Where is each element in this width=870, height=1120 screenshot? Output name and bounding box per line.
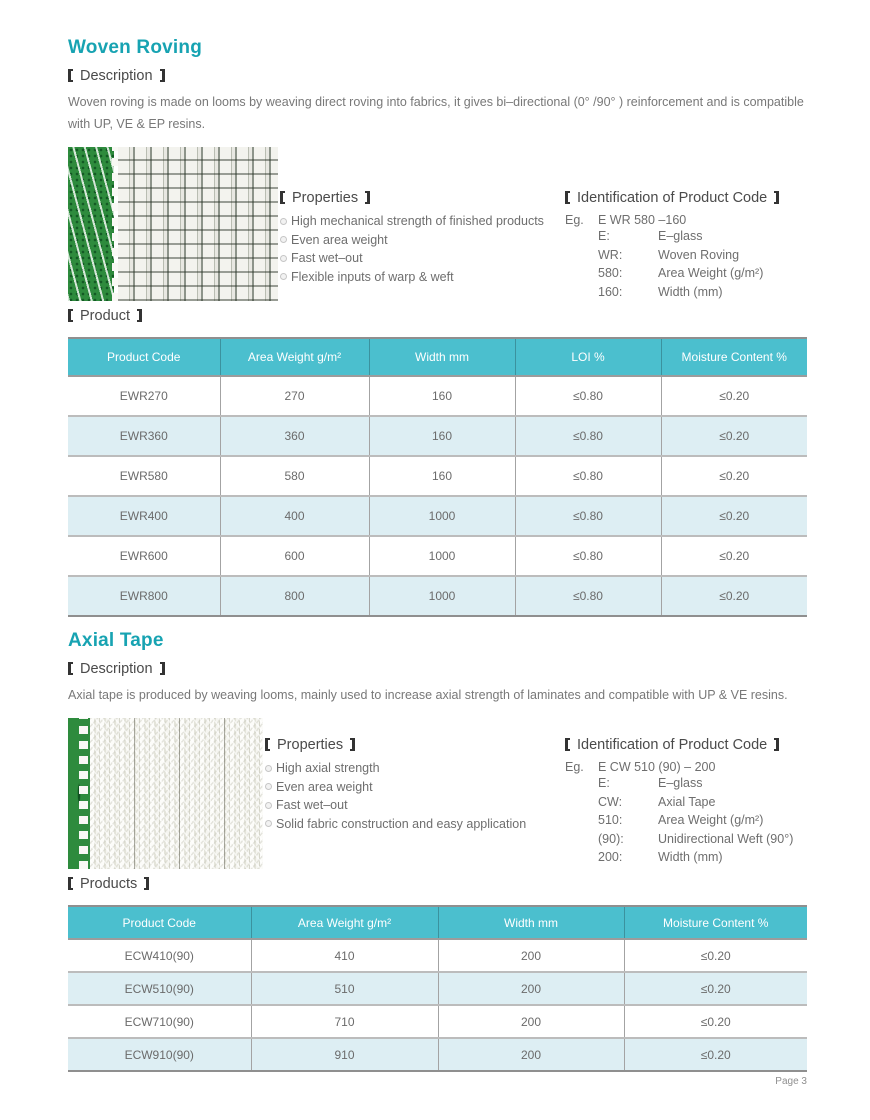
section-title-woven-roving: Woven Roving xyxy=(68,37,202,58)
entry-value: Width (mm) xyxy=(658,850,723,864)
products-header xyxy=(68,876,807,892)
table-cell: EWR400 xyxy=(68,496,220,536)
weave-pattern xyxy=(118,147,278,301)
bracket-left-icon xyxy=(68,662,73,675)
entry-value: Unidirectional Weft (90°) xyxy=(658,831,794,846)
entry-value: Axial Tape xyxy=(658,794,716,809)
table-cell: EWR600 xyxy=(68,536,220,576)
entry-label: 160: xyxy=(598,284,623,299)
description-header-label: Description xyxy=(80,68,153,84)
table-cell: ≤0.80 xyxy=(515,496,661,536)
entry-label: 510: xyxy=(598,813,623,827)
example-label: Eg. xyxy=(565,213,584,227)
properties-header xyxy=(265,737,565,753)
entry-label: E: xyxy=(598,776,610,790)
bracket-right-icon xyxy=(144,877,149,890)
table-cell: ECW710(90) xyxy=(68,1005,251,1038)
entry-value: Woven Roving xyxy=(658,247,740,262)
property-item-label: Solid fabric construction and easy application xyxy=(276,816,527,831)
identification-block xyxy=(565,718,807,869)
table-cell: ≤0.20 xyxy=(624,1038,807,1071)
example-line xyxy=(565,213,807,227)
table-cell: ≤0.20 xyxy=(661,416,807,456)
table-cell: ≤0.20 xyxy=(661,576,807,616)
table-cell: 160 xyxy=(369,416,515,456)
description-header xyxy=(68,661,807,677)
table-row xyxy=(68,416,807,456)
section-title-axial-tape: Axial Tape xyxy=(68,630,164,651)
table-cell: ≤0.80 xyxy=(515,576,661,616)
table-cell: 710 xyxy=(251,1005,438,1038)
bracket-right-icon xyxy=(365,191,370,204)
ring-bullet-icon xyxy=(280,273,287,280)
identification-entry xyxy=(598,264,807,283)
bracket-left-icon xyxy=(280,191,285,204)
table-row xyxy=(68,1005,807,1038)
property-item xyxy=(265,815,565,834)
table-cell: 160 xyxy=(369,376,515,416)
fringe-threads xyxy=(79,718,88,869)
entry-value: Area Weight (g/m²) xyxy=(658,813,764,827)
ring-bullet-icon xyxy=(265,765,272,772)
table-cell: EWR800 xyxy=(68,576,220,616)
axial-tape-photo xyxy=(68,718,263,869)
table-cell: 600 xyxy=(220,536,369,576)
entry-label: CW: xyxy=(598,794,623,809)
table-cell: ≤0.20 xyxy=(661,496,807,536)
table-row xyxy=(68,972,807,1005)
identification-entry xyxy=(598,227,807,246)
example-label: Eg. xyxy=(565,760,584,774)
axial-tape-table xyxy=(68,905,807,1072)
table-cell: ECW510(90) xyxy=(68,972,251,1005)
table-cell: EWR360 xyxy=(68,416,220,456)
table-cell: ECW410(90) xyxy=(124,948,194,963)
products-header-label: Products xyxy=(80,876,138,892)
property-item-label: Even area weight xyxy=(276,779,373,794)
fringe-threads xyxy=(112,147,118,301)
identification-header-label: Identification of Product Code xyxy=(577,190,768,206)
table-cell: ≤0.80 xyxy=(515,456,661,496)
table-cell: ≤0.80 xyxy=(515,536,661,576)
identification-entry xyxy=(598,848,807,867)
table-row xyxy=(68,456,807,496)
identification-entries xyxy=(598,774,807,867)
page-content xyxy=(68,0,807,1072)
bracket-left-icon xyxy=(265,738,270,751)
property-item-label: High mechanical strength of finished products xyxy=(291,214,544,228)
entry-label: 200: xyxy=(598,850,623,864)
property-item-label: Even area weight xyxy=(291,232,388,247)
table-row xyxy=(68,576,807,616)
identification-entry xyxy=(598,774,807,793)
properties-list xyxy=(280,212,565,286)
identification-header xyxy=(565,190,807,206)
table-cell: 580 xyxy=(220,456,369,496)
bracket-right-icon xyxy=(160,662,165,675)
description-text: Axial tape is produced by weaving looms, mainly used to increase axial strength of laminates and compatible with UP & VE resins. xyxy=(68,688,788,702)
table-cell: 910 xyxy=(251,1038,438,1071)
ring-bullet-icon xyxy=(280,236,287,243)
properties-header xyxy=(280,190,565,206)
table-row xyxy=(68,496,807,536)
properties-header-label: Properties xyxy=(277,737,344,753)
property-item xyxy=(280,212,565,231)
property-item xyxy=(265,778,565,797)
entry-label: 580: xyxy=(598,266,623,280)
product-header-label: Product xyxy=(80,308,130,324)
section-woven-roving xyxy=(68,37,807,617)
entry-value: E–glass xyxy=(658,229,703,243)
property-item xyxy=(280,231,565,250)
table-row xyxy=(68,536,807,576)
identification-entry xyxy=(598,811,807,830)
table-cell: 1000 xyxy=(369,576,515,616)
property-item xyxy=(265,759,565,778)
table-cell: 1000 xyxy=(369,536,515,576)
woven-roving-table xyxy=(68,337,807,617)
identification-entry xyxy=(598,246,807,265)
properties-list xyxy=(265,759,565,833)
bracket-left-icon xyxy=(68,309,73,322)
bracket-right-icon xyxy=(160,69,165,82)
column-header: Width mm xyxy=(369,338,515,376)
table-cell: ≤0.20 xyxy=(624,972,807,1005)
table-cell: 200 xyxy=(438,972,624,1005)
ring-bullet-icon xyxy=(280,218,287,225)
property-item-label: Flexible inputs of warp & weft xyxy=(291,269,454,284)
table-row xyxy=(68,939,807,972)
table-cell: 270 xyxy=(220,376,369,416)
table-row xyxy=(68,376,807,416)
identification-entry xyxy=(598,830,807,849)
column-header: Moisture Content % xyxy=(661,338,807,376)
identification-entries xyxy=(598,227,807,301)
table-header-row xyxy=(68,906,807,939)
table-cell: 410 xyxy=(251,939,438,972)
bracket-right-icon xyxy=(137,309,142,322)
ring-bullet-icon xyxy=(265,783,272,790)
entry-label: WR: xyxy=(598,247,623,262)
table-cell: 510 xyxy=(251,972,438,1005)
table-cell: ≤0.80 xyxy=(515,376,661,416)
table-cell: 1000 xyxy=(369,496,515,536)
table-cell: 200 xyxy=(438,939,624,972)
entry-label: E: xyxy=(598,229,610,243)
identification-entry xyxy=(598,283,807,302)
column-header: Product Code xyxy=(68,906,251,939)
woven-roving-media-row xyxy=(68,147,807,301)
bracket-right-icon xyxy=(350,738,355,751)
table-cell: 200 xyxy=(438,1038,624,1071)
property-item-label: Fast wet–out xyxy=(276,798,348,812)
column-header: Product Code xyxy=(68,338,220,376)
table-cell: ≤0.20 xyxy=(661,536,807,576)
bracket-left-icon xyxy=(68,877,73,890)
identification-header-label: Identification of Product Code xyxy=(577,737,768,753)
ring-bullet-icon xyxy=(265,820,272,827)
column-header: Area Weight g/m² xyxy=(220,338,369,376)
properties-block xyxy=(263,718,565,869)
table-cell: ≤0.80 xyxy=(515,416,661,456)
example-code: E WR 580 –160 xyxy=(598,213,687,227)
identification-header xyxy=(565,737,807,753)
table-row xyxy=(68,1038,807,1071)
entry-label: (90): xyxy=(598,831,624,846)
column-header: Width mm xyxy=(438,906,624,939)
table-cell: 800 xyxy=(220,576,369,616)
bracket-left-icon xyxy=(565,738,570,751)
section-axial-tape xyxy=(68,630,807,1072)
table-cell: ≤0.20 xyxy=(661,456,807,496)
property-item-label: Fast wet–out xyxy=(291,251,363,265)
page-number: Page 3 xyxy=(775,1076,807,1087)
table-cell: 200 xyxy=(438,1005,624,1038)
entry-value: E–glass xyxy=(658,776,703,790)
property-item xyxy=(280,249,565,268)
properties-block xyxy=(278,147,565,301)
woven-roving-photo xyxy=(68,147,278,301)
green-fabric-strip xyxy=(68,147,114,301)
bracket-left-icon xyxy=(68,69,73,82)
property-item-label: High axial strength xyxy=(276,761,380,775)
column-header: Area Weight g/m² xyxy=(251,906,438,939)
ring-bullet-icon xyxy=(265,802,272,809)
table-cell: ≤0.20 xyxy=(661,376,807,416)
column-header: LOI % xyxy=(515,338,661,376)
bracket-left-icon xyxy=(565,191,570,204)
ring-bullet-icon xyxy=(280,255,287,262)
table-cell: 360 xyxy=(220,416,369,456)
description-header-label: Description xyxy=(80,661,153,677)
table-cell: 160 xyxy=(369,456,515,496)
bracket-right-icon xyxy=(774,738,779,751)
identification-entry xyxy=(598,793,807,812)
column-header: Moisture Content % xyxy=(624,906,807,939)
example-code: E CW 510 (90) – 200 xyxy=(598,760,716,774)
example-line xyxy=(565,760,807,774)
identification-block xyxy=(565,147,807,301)
entry-value: Width (mm) xyxy=(658,284,723,299)
property-item xyxy=(265,796,565,815)
table-cell: 400 xyxy=(220,496,369,536)
table-cell: ECW910(90) xyxy=(68,1038,251,1071)
entry-value: Area Weight (g/m²) xyxy=(658,266,764,280)
description-text: Woven roving is made on looms by weaving direct roving into fabrics, it gives bi–directional (0° /90° ) reinforcement and is compatible with UP, VE & EP resins. xyxy=(68,95,804,131)
property-item xyxy=(280,268,565,287)
bracket-right-icon xyxy=(774,191,779,204)
description-header xyxy=(68,68,807,84)
table-cell: ≤0.20 xyxy=(624,1005,807,1038)
properties-header-label: Properties xyxy=(292,190,359,206)
strand-pattern xyxy=(90,718,263,869)
table-cell: ≤0.20 xyxy=(624,939,807,972)
table-cell: EWR580 xyxy=(68,456,220,496)
axial-tape-media-row xyxy=(68,718,807,869)
table-cell: EWR270 xyxy=(119,389,168,403)
product-header xyxy=(68,308,807,324)
table-header-row xyxy=(68,338,807,376)
